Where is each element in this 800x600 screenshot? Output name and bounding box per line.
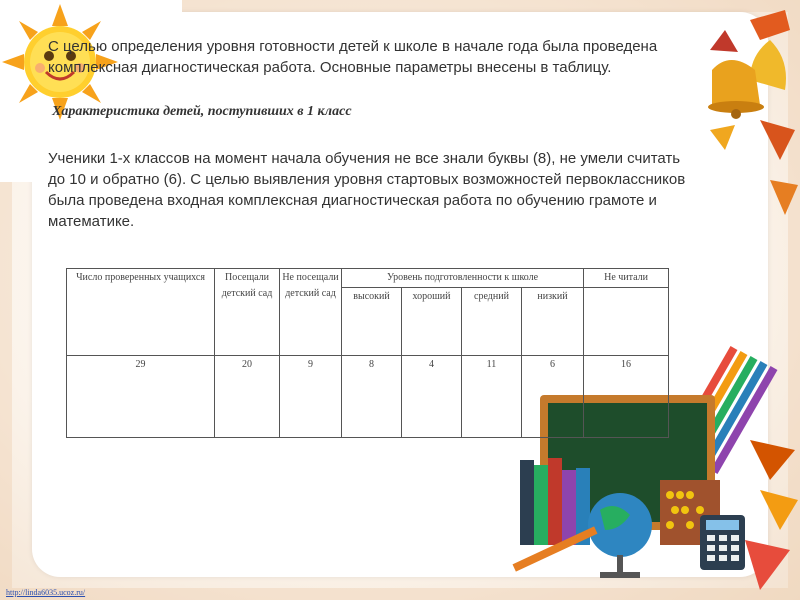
subheader-level: хороший [402,288,462,356]
table-cell: 11 [462,356,522,438]
description-paragraph: Ученики 1-х классов на момент начала обучения не все знали буквы (8), не умели считать до 10 и обратно (6). С целью выявления уровня стартовых возможностей первоклассников была проведена входная комплексная диагностическая работа по обучению грамоте и математике. [48,150,686,230]
header-checked: Число проверенных учащихся [67,269,215,356]
characteristics-table [66,268,669,438]
table-header-row [67,269,669,288]
table-cell: 8 [342,356,402,438]
table-cell: 9 [280,356,342,438]
header-level: Уровень подготовленности к школе [342,269,584,288]
subheader-level: низкий [522,288,584,356]
subheader-level: высокий [342,288,402,356]
table-cell: 6 [522,356,584,438]
table-row [67,356,669,438]
footer-link[interactable]: http://linda6035.ucoz.ru/ [6,588,86,597]
table-cell: 29 [67,356,215,438]
table-cell: 4 [402,356,462,438]
header-not-attended: Не посещали детский сад [280,269,342,356]
intro-text: С целью определения уровня готовности детей к школе в начале года была проведена комплексная диагностическая работа. Основные параметры внесены в таблицу. [48,38,658,76]
table-cell: 16 [584,356,669,438]
header-attended: Посещали детский сад [215,269,280,356]
subheader-level: средний [462,288,522,356]
table-cell: 20 [215,356,280,438]
section-heading: Характеристика детей, поступивших в 1 класс [52,104,352,119]
header-not-read: Не читали [584,269,669,288]
subheader-empty [584,288,669,356]
